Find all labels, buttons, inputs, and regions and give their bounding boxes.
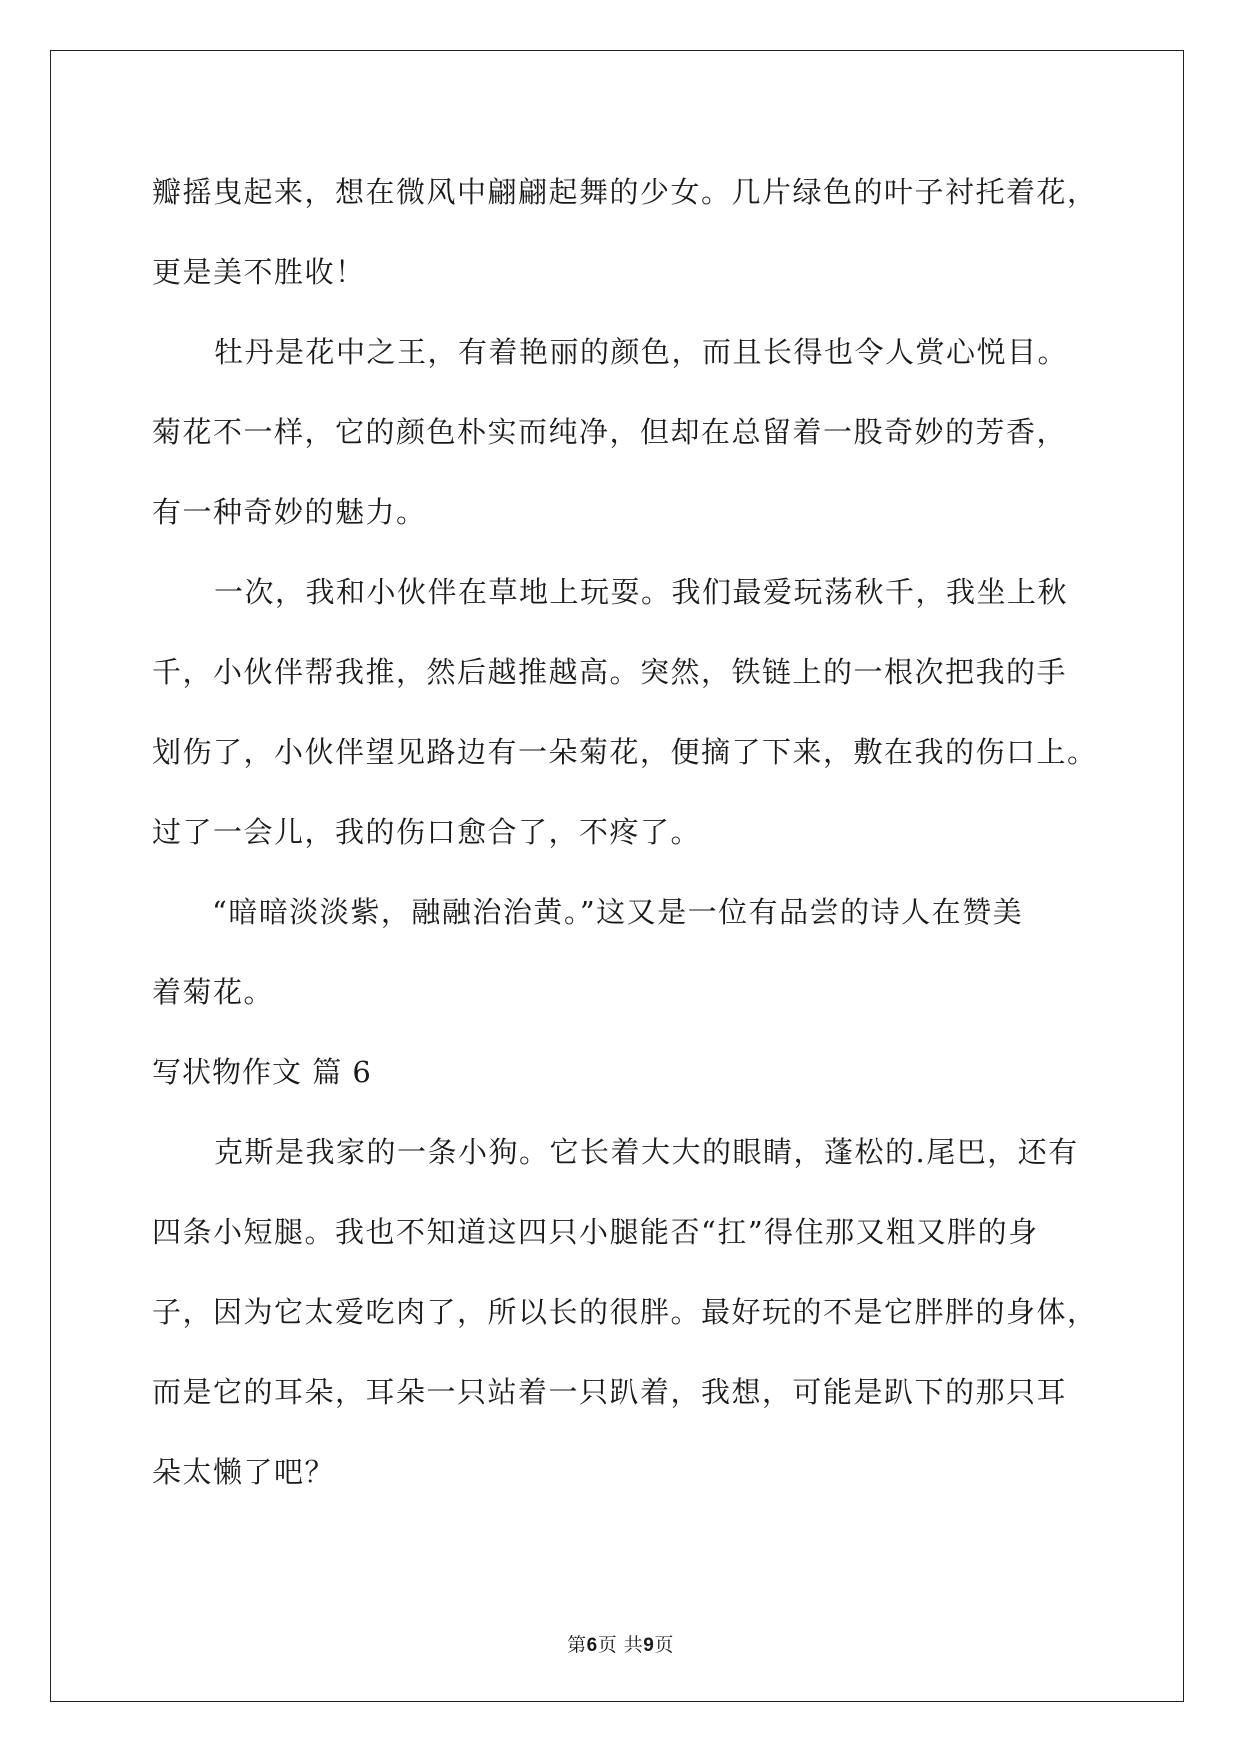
footer-mid: 页 共 bbox=[597, 1634, 644, 1656]
section-heading: 写状物作文 篇 6 bbox=[152, 1055, 372, 1089]
paragraph-line: 千，小伙伴帮我推，然后越推越高。突然，铁链上的一根次把我的手 bbox=[152, 655, 1068, 689]
paragraph-line: 牡丹是花中之王，有着艳丽的颜色，而且长得也令人赏心悦目。 bbox=[214, 335, 1069, 369]
paragraph-line: “暗暗淡淡紫，融融治治黄。”这又是一位有品尝的诗人在赞美 bbox=[212, 895, 1024, 929]
footer-suffix: 页 bbox=[654, 1634, 674, 1656]
footer-current-page: 6 bbox=[586, 1635, 598, 1656]
paragraph-line: 四条小短腿。我也不知道这四只小腿能否“扛”得住那又粗又胖的身 bbox=[152, 1215, 1039, 1249]
paragraph-line: 克斯是我家的一条小狗。它长着大大的眼睛，蓬松的.尾巴，还有 bbox=[214, 1135, 1079, 1169]
paragraph-line: 菊花不一样，它的颜色朴实而纯净，但却在总留着一股奇妙的芳香， bbox=[152, 415, 1068, 449]
paragraph-line: 一次，我和小伙伴在草地上玩耍。我们最爱玩荡秋千，我坐上秋 bbox=[214, 575, 1069, 609]
footer-prefix: 第 bbox=[567, 1634, 587, 1656]
paragraph-line: 着菊花。 bbox=[152, 975, 275, 1009]
paragraph-line: 划伤了，小伙伴望见路边有一朵菊花，便摘了下来，敷在我的伤口上。 bbox=[152, 735, 1098, 769]
paragraph-line: 子，因为它太爱吃肉了，所以长的很胖。最好玩的不是它胖胖的身体， bbox=[152, 1295, 1098, 1329]
paragraph-line: 有一种奇妙的魅力。 bbox=[152, 495, 427, 529]
paragraph-line: 朵太懒了吧？ bbox=[152, 1455, 336, 1489]
paragraph-line: 瓣摇曳起来，想在微风中翩翩起舞的少女。几片绿色的叶子衬托着花， bbox=[152, 175, 1098, 209]
paragraph-line: 更是美不胜收！ bbox=[152, 255, 366, 289]
paragraph-line: 过了一会儿，我的伤口愈合了，不疼了。 bbox=[152, 815, 702, 849]
page-footer bbox=[0, 1632, 1241, 1659]
paragraph-line: 而是它的耳朵，耳朵一只站着一只趴着，我想，可能是趴下的那只耳 bbox=[152, 1375, 1068, 1409]
footer-total-pages: 9 bbox=[643, 1635, 655, 1656]
